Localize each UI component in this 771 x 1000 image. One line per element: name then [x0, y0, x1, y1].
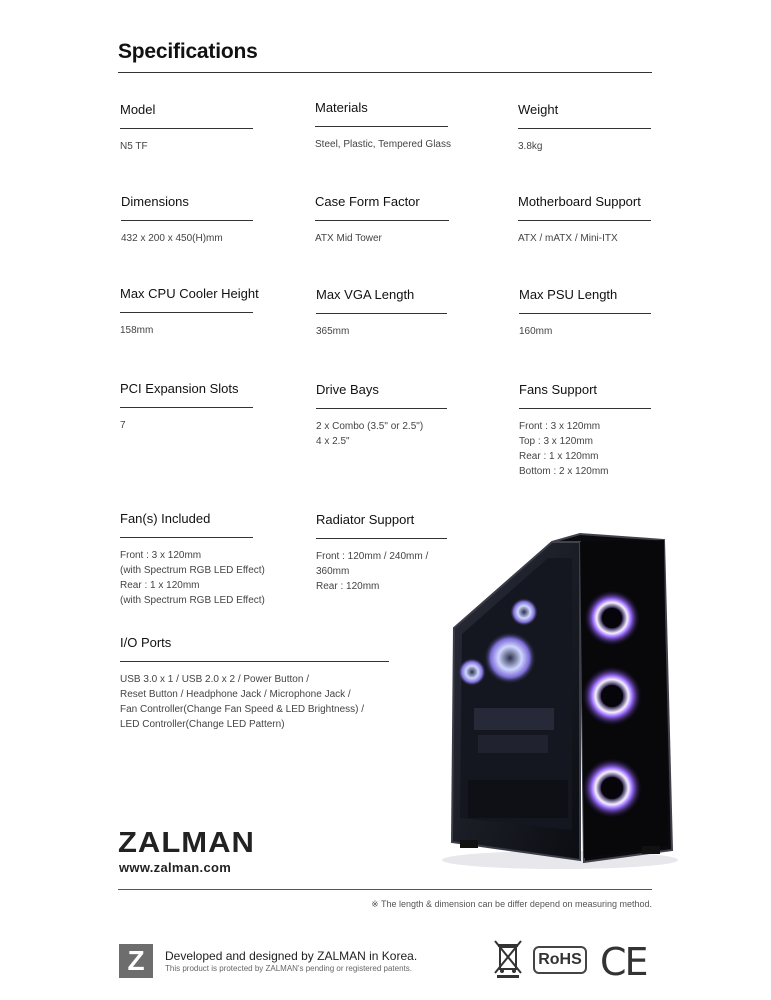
spec-label: Max PSU Length: [519, 287, 618, 302]
measurement-note: ※ The length & dimension can be differ depend on measuring method.: [371, 899, 652, 909]
footer-divider: [118, 889, 652, 890]
spec-value: 158mm: [120, 325, 154, 336]
spec-label: Fans Support: [519, 382, 598, 397]
spec-label: Case Form Factor: [315, 194, 420, 209]
spec-value: USB 3.0 x 1 / USB 2.0 x 2 / Power Button / Reset Button / Headphone Jack / Microphone Jack / Fan Controller(Change Fan Speed & LED Brightness) / LED Controller(Change LED Pattern): [120, 674, 365, 730]
spec-io-ports: [120, 633, 389, 732]
z-brand-icon: Z: [119, 944, 153, 978]
spec-divider: [120, 128, 253, 129]
spec-label: Dimensions: [121, 194, 189, 209]
spec-divider: [315, 126, 448, 127]
spec-value: Front : 120mm / 240mm / 360mm Rear : 120mm: [316, 551, 429, 592]
spec-divider: [120, 407, 253, 408]
spec-label: Drive Bays: [316, 382, 379, 397]
spec-materials: [315, 98, 451, 152]
spec-label: Max VGA Length: [316, 287, 415, 302]
website-link[interactable]: www.zalman.com: [119, 860, 232, 875]
spec-value: 3.8kg: [518, 141, 543, 152]
spec-divider: [315, 220, 449, 221]
spec-case-form-factor: [315, 192, 449, 246]
spec-radiator-support: [316, 510, 447, 594]
spec-value: ATX / mATX / Mini-ITX: [518, 233, 618, 244]
spec-max-cpu-cooler-height: [120, 284, 259, 338]
spec-fans-included: [120, 509, 265, 608]
spec-divider: [120, 312, 253, 313]
spec-divider: [316, 313, 447, 314]
title-divider: [118, 72, 652, 73]
spec-value: 2 x Combo (3.5" or 2.5") 4 x 2.5": [316, 421, 424, 447]
spec-drive-bays: [316, 380, 447, 449]
weee-bin-icon: [493, 939, 523, 979]
spec-motherboard-support: [518, 192, 651, 246]
patent-text: This product is protected by ZALMAN's pending or registered patents.: [165, 964, 412, 973]
spec-divider: [518, 128, 651, 129]
spec-label: I/O Ports: [120, 635, 172, 650]
spec-dimensions: [121, 192, 253, 246]
spec-divider: [316, 408, 447, 409]
spec-divider: [518, 220, 651, 221]
spec-value: Front : 3 x 120mm Top : 3 x 120mm Rear : 1 x 120mm Bottom : 2 x 120mm: [519, 421, 609, 477]
spec-divider: [519, 313, 651, 314]
spec-label: Max CPU Cooler Height: [120, 286, 259, 301]
spec-value: ATX Mid Tower: [315, 233, 382, 244]
spec-value: 160mm: [519, 326, 553, 337]
spec-value: 365mm: [316, 326, 350, 337]
pc-case-image: [432, 530, 682, 870]
spec-divider: [316, 538, 447, 539]
spec-label: Motherboard Support: [518, 194, 641, 209]
spec-label: Radiator Support: [316, 512, 415, 527]
developed-text: Developed and designed by ZALMAN in Korea.: [165, 949, 418, 963]
spec-label: Fan(s) Included: [120, 511, 211, 526]
spec-label: Model: [120, 102, 156, 117]
spec-weight: [518, 100, 651, 154]
spec-label: Weight: [518, 102, 559, 117]
spec-divider: [120, 661, 389, 662]
spec-value: Front : 3 x 120mm (with Spectrum RGB LED Effect) Rear : 1 x 120mm (with Spectrum RGB LED Effect): [120, 550, 265, 606]
zalman-logo: ZALMAN: [118, 826, 255, 859]
spec-max-psu-length: [519, 285, 651, 339]
spec-value: Steel, Plastic, Tempered Glass: [315, 139, 451, 150]
spec-divider: [519, 408, 651, 409]
page-title: Specifications: [118, 40, 258, 63]
spec-model: [120, 100, 253, 154]
spec-divider: [120, 537, 253, 538]
spec-label: Materials: [315, 100, 368, 115]
spec-value: 432 x 200 x 450(H)mm: [121, 233, 223, 244]
rohs-mark-icon: RoHS: [533, 946, 587, 974]
ce-mark-icon: CE: [600, 940, 647, 984]
spec-divider: [121, 220, 253, 221]
spec-value: 7: [120, 420, 126, 431]
spec-label: PCI Expansion Slots: [120, 381, 239, 396]
spec-value: N5 TF: [120, 141, 148, 152]
spec-fans-support: [519, 380, 651, 479]
spec-pci-expansion-slots: [120, 379, 253, 433]
spec-max-vga-length: [316, 285, 447, 339]
